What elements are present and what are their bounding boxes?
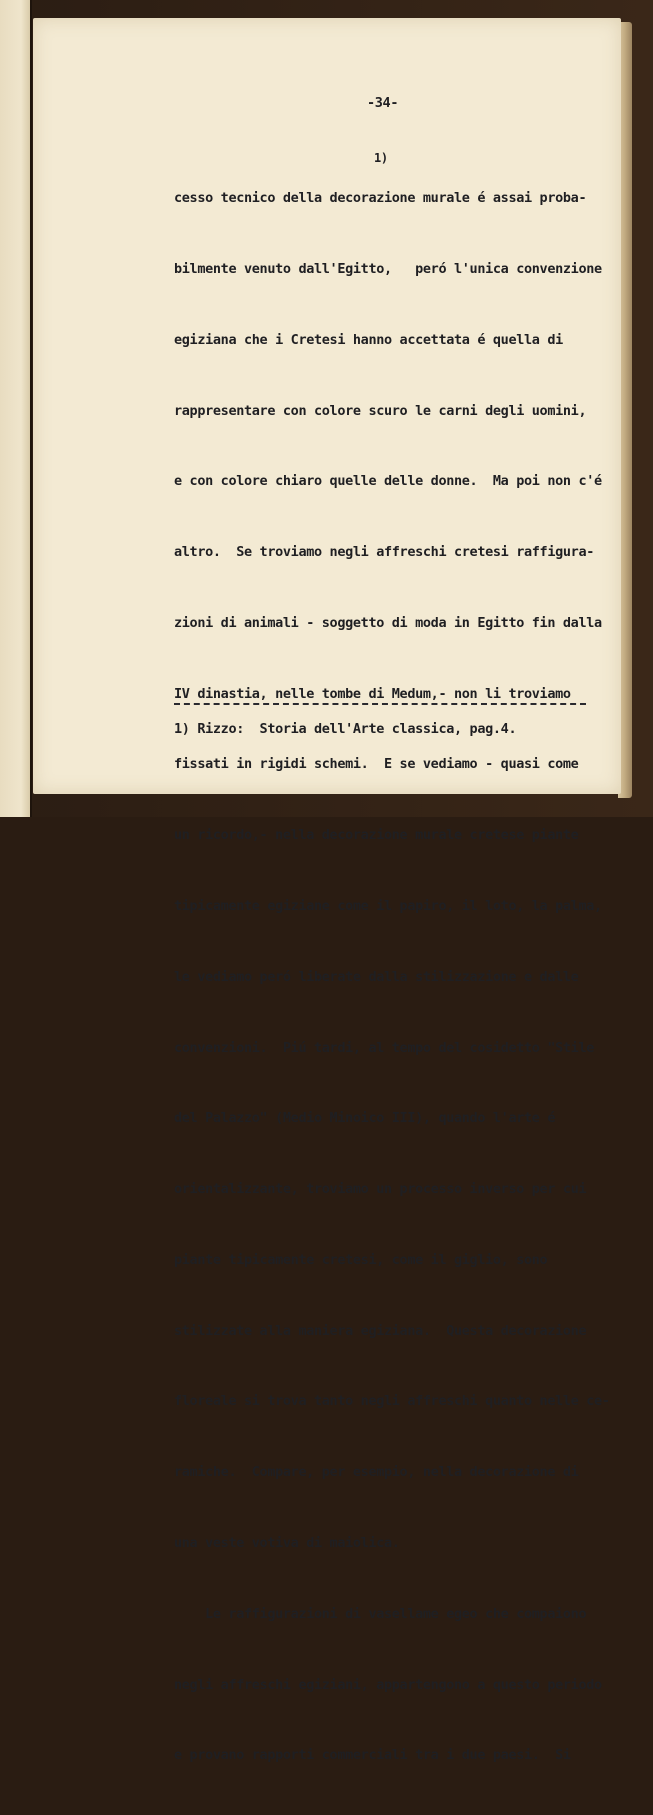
body-line: floreale si trova tanto negli affreschi quanto nelle ce- — [174, 1393, 610, 1410]
body-line: orientalizzante, troviamo un processo inverso per cui — [174, 1181, 587, 1198]
footnote-separator-rule — [174, 703, 586, 705]
body-line: tipicamente egiziane come il papiro, il loto, la palma, — [174, 898, 602, 914]
body-line: zioni di animali - soggetto di moda in Egitto fin dalla — [174, 614, 602, 631]
body-line: ramiche. Compare, per esempio, nella decorazione di — [174, 1464, 579, 1481]
body-line: negli affreschi egiziani, appartengono a questo periodo — [174, 1676, 602, 1693]
body-line: Le raffigurazioni di vasellame egeo che compaiono — [174, 1605, 587, 1622]
body-line: altro. Se troviamo negli affreschi cretesi raffigura- — [174, 544, 594, 561]
body-line: bilmente venuto dall'Egitto, peró l'unica convenzione — [174, 260, 602, 277]
body-line: stilizzate alla maniera egiziana. Questa decorazione — [174, 1322, 587, 1339]
body-line: piante tipicamente cretesi, come il giglio, sono — [174, 1251, 548, 1268]
body-line: e con colore chiaro quelle delle donne. Ma poi non c'é — [174, 473, 602, 490]
body-line: convenzioni. Piú tardi, al tempo del cosidetto "Stile — [174, 1039, 594, 1056]
footnote-reference-marker: 1) — [374, 151, 388, 165]
body-line: le vediamo peró liberate dalla stilizzazione e dalle — [174, 968, 579, 985]
body-line: egiziana che i Cretesi hanno accettata é quella di — [174, 331, 563, 348]
body-line: un ricordo,- nella decorazione murale cretese piante — [174, 827, 579, 844]
page-number: -34- — [367, 95, 399, 111]
body-line: e provano rapporti commerciali tra i due paesi. Si — [174, 1747, 571, 1764]
body-line: del Palazzo" (Medio Minoico III), quando l'arte é — [174, 1110, 556, 1127]
footnote: 1) Rizzo: Storia dell'Arte classica, pag.4. — [174, 721, 517, 737]
body-line: cesso tecnico della decorazione murale é assai proba- — [174, 190, 587, 207]
body-line: rappresentare con colore scuro le carni degli uomini, — [174, 402, 587, 419]
body-line: una veste votiva di maiolica. — [174, 1535, 400, 1552]
body-line: IV dinastia, nelle tombe di Medum,- non li troviamo — [174, 685, 571, 702]
body-line: fissati in rigidi schemi. E se vediamo - quasi come — [174, 756, 579, 773]
body-text — [174, 140, 610, 1815]
facing-page-edge — [0, 0, 32, 817]
